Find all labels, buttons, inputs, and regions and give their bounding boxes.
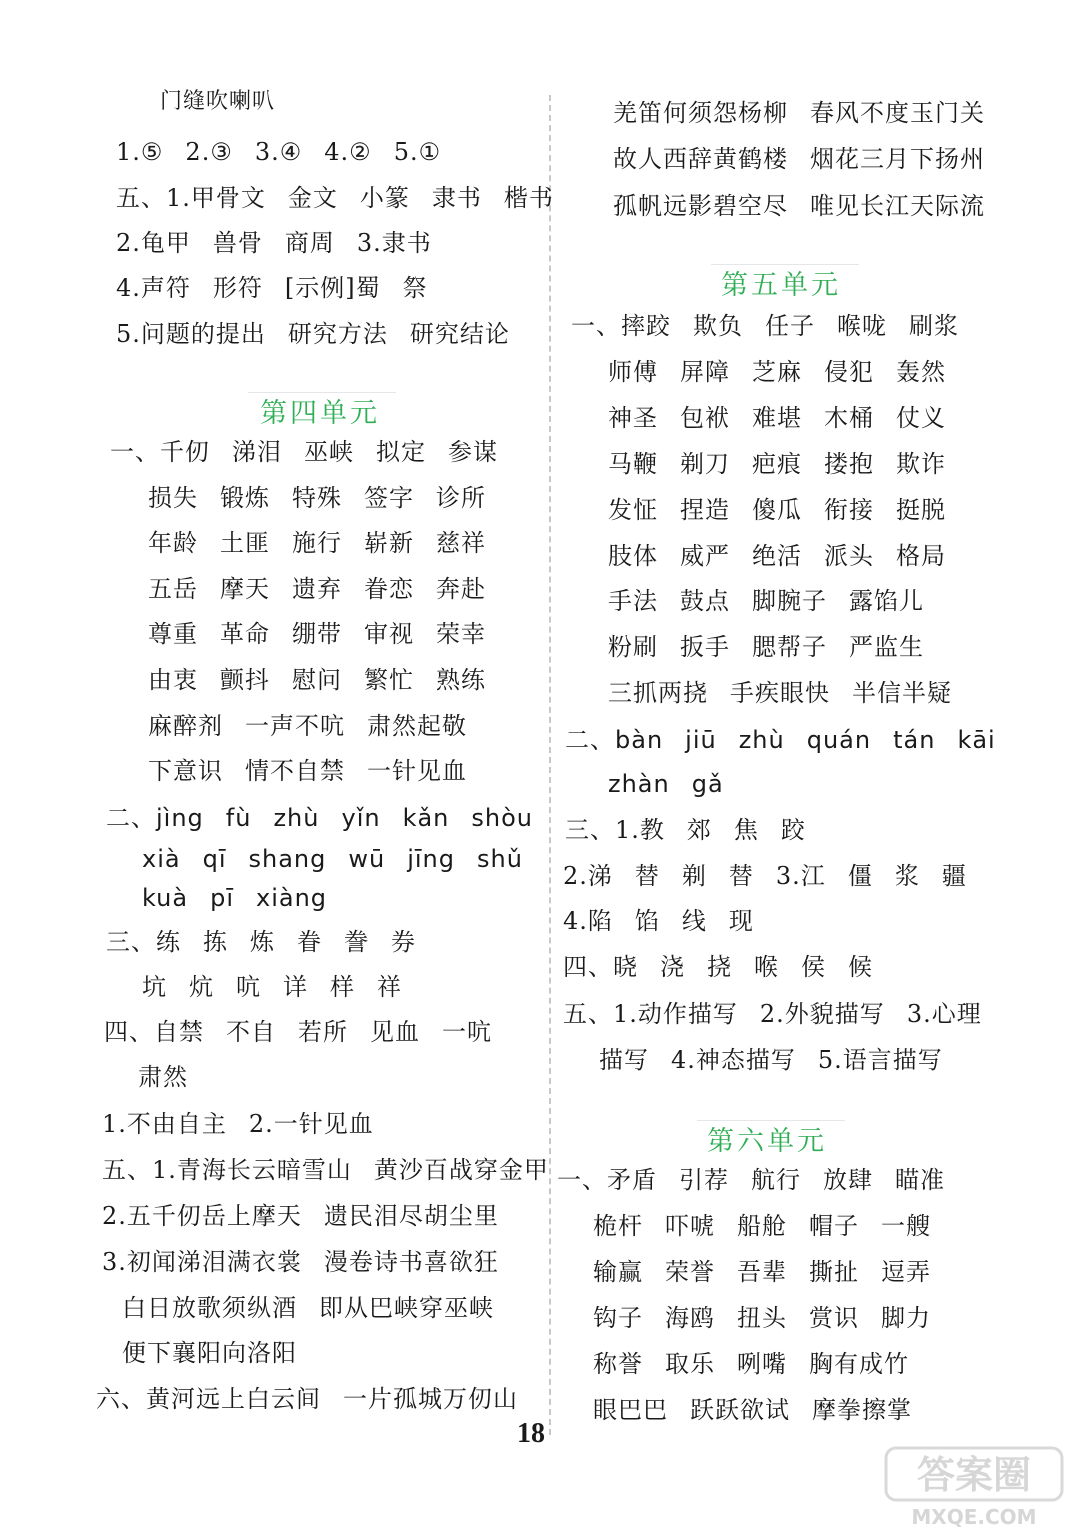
- answer-item: 春风不度玉门关: [810, 99, 985, 127]
- answer-item: shang: [248, 845, 327, 873]
- answer-item: 烟花三月下扬州: [810, 145, 985, 173]
- answer-item: 浆: [894, 862, 920, 890]
- answer-item: 马鞭: [608, 450, 658, 478]
- answer-item: kuà: [142, 884, 189, 912]
- answer-item: 下意识: [148, 757, 223, 785]
- answer-item: 桅杆: [593, 1212, 643, 1240]
- answer-item: 侵犯: [824, 358, 874, 386]
- answer-item: 1.⑤: [116, 138, 164, 166]
- answer-item: 签字: [364, 484, 414, 512]
- answer-item: 2.一针见血: [248, 1110, 374, 1138]
- answer-item: 三抓两挠: [608, 679, 708, 707]
- answer-line: [608, 540, 946, 572]
- answer-item: 3.江: [775, 862, 826, 890]
- answer-item: 崭新: [364, 529, 414, 557]
- answer-item: 五、1.甲骨文: [116, 184, 266, 212]
- answer-item: 绷带: [292, 620, 342, 648]
- answer-line: [593, 1348, 909, 1380]
- answer-item: xiàng: [255, 884, 328, 912]
- answer-item: shǔ: [476, 845, 523, 873]
- answer-item: 炼: [250, 928, 275, 956]
- answer-item: 3.隶书: [356, 229, 432, 257]
- answer-item: 馅: [634, 907, 660, 935]
- answer-item: 吭: [236, 973, 261, 1001]
- answer-item: 锻炼: [220, 484, 270, 512]
- answer-item: 难堪: [752, 404, 802, 432]
- answer-item: 吓唬: [665, 1212, 715, 1240]
- answer-item: 三、1.教: [565, 816, 665, 844]
- answer-line: [593, 1210, 931, 1242]
- pinyin-line: [565, 724, 996, 756]
- answer-item: 跤: [780, 816, 806, 844]
- answer-item: wū: [348, 845, 386, 873]
- answer-item: 情不自禁: [245, 757, 345, 785]
- answer-item: 喉: [754, 953, 779, 981]
- answer-line: [148, 618, 486, 650]
- answer-item: 露馅儿: [849, 587, 924, 615]
- answer-item: 一、矛盾: [557, 1166, 657, 1194]
- answer-item: 候: [848, 953, 873, 981]
- answer-item: 船舱: [737, 1212, 787, 1240]
- answer-item: 坑: [142, 973, 167, 1001]
- answer-item: 研究方法: [287, 320, 388, 348]
- answer-line: [608, 631, 924, 663]
- answer-item: 尊重: [148, 620, 198, 648]
- answer-item: 祭: [402, 274, 428, 302]
- answer-line: [563, 951, 873, 983]
- answer-item: 肢体: [608, 542, 658, 570]
- answer-item: 参谋: [448, 438, 498, 466]
- answer-line: [557, 1164, 945, 1196]
- answer-item: quán: [806, 726, 872, 754]
- answer-line: [116, 227, 432, 259]
- answer-item: 小篆: [359, 184, 410, 212]
- answer-item: 即从巴峡穿巫峡: [319, 1294, 494, 1322]
- answer-item: 跃跃欲试: [690, 1396, 790, 1424]
- pinyin-line: [142, 843, 523, 875]
- answer-item: 腮帮子: [752, 633, 827, 661]
- answer-line: [593, 1394, 912, 1426]
- answer-item: 线: [681, 907, 707, 935]
- answer-item: 荣誉: [665, 1258, 715, 1286]
- answer-item: 研究结论: [409, 320, 510, 348]
- answer-line: [116, 136, 441, 168]
- answer-item: 手疾眼快: [730, 679, 830, 707]
- svg-text:答案圈: 答案圈: [916, 1453, 1032, 1497]
- answer-item: 威严: [680, 542, 730, 570]
- answer-item: 一吭: [442, 1018, 492, 1046]
- answer-item: 粉刷: [608, 633, 658, 661]
- answer-item: 楷书: [503, 184, 554, 212]
- answer-item: 五岳: [148, 575, 198, 603]
- answer-item: 包袱: [680, 404, 730, 432]
- answer-item: 兽骨: [212, 229, 263, 257]
- page-number: 18: [517, 1418, 545, 1449]
- answer-item: 撕扯: [809, 1258, 859, 1286]
- answer-line: [608, 585, 924, 617]
- answer-item: 4.神态描写: [671, 1046, 796, 1074]
- answer-item: 拣: [203, 928, 228, 956]
- answer-item: 刷浆: [909, 312, 959, 340]
- answer-item: 侯: [801, 953, 826, 981]
- answer-item: 放肆: [823, 1166, 873, 1194]
- answer-item: pī: [210, 884, 234, 912]
- answer-line: [563, 905, 754, 937]
- answer-line: [102, 1200, 499, 1232]
- answer-line: [613, 143, 985, 175]
- answer-item: 海鸥: [665, 1304, 715, 1332]
- answer-item: 隶书: [431, 184, 482, 212]
- answer-item: 眷: [297, 928, 322, 956]
- answer-item: 轰然: [896, 358, 946, 386]
- answer-item: 引荐: [679, 1166, 729, 1194]
- answer-item: 商周: [284, 229, 335, 257]
- answer-line: [608, 494, 946, 526]
- answer-line: [116, 182, 554, 214]
- answer-item: 肃然起敬: [367, 712, 467, 740]
- answer-item: 金文: [287, 184, 338, 212]
- answer-item: 遗民泪尽胡尘里: [323, 1202, 499, 1230]
- answer-line: [563, 860, 967, 892]
- answer-item: 扳手: [680, 633, 730, 661]
- answer-item: 黄沙百战穿金甲: [373, 1156, 549, 1184]
- answer-item: 一针见血: [367, 757, 467, 785]
- answer-item: 衔接: [824, 496, 874, 524]
- answer-item: 一艘: [881, 1212, 931, 1240]
- answer-item: 肃然: [138, 1063, 188, 1091]
- answer-line: [148, 664, 486, 696]
- answer-item: 钩子: [593, 1304, 643, 1332]
- answer-item: tán: [893, 726, 936, 754]
- answer-item: 唯见长江天际流: [810, 192, 985, 220]
- answer-item: 门缝吹喇叭: [160, 89, 276, 114]
- answer-line: [608, 356, 946, 388]
- answer-item: 六、黄河远上白云间: [96, 1385, 321, 1413]
- answer-item: 绝活: [752, 542, 802, 570]
- answer-item: 熟练: [436, 666, 486, 694]
- answer-line: [102, 1108, 374, 1140]
- answer-item: 取乐: [665, 1350, 715, 1378]
- pinyin-line: [142, 882, 327, 914]
- answer-item: 特殊: [292, 484, 342, 512]
- answer-item: 摩拳擦掌: [812, 1396, 912, 1424]
- answer-item: 祥: [377, 973, 402, 1001]
- answer-item: 帽子: [809, 1212, 859, 1240]
- answer-item: 土匪: [220, 529, 270, 557]
- answer-item: 胸有成竹: [809, 1350, 909, 1378]
- unit-title: 第四单元: [260, 398, 380, 429]
- answer-line: [148, 710, 467, 742]
- answer-line: [613, 97, 985, 129]
- answer-item: 5.①: [393, 138, 442, 166]
- answer-item: 吾辈: [737, 1258, 787, 1286]
- answer-item: 四、晓: [563, 953, 638, 981]
- answer-item: 一、摔跤: [571, 312, 671, 340]
- answer-line: [148, 482, 486, 514]
- answer-line: [104, 1016, 492, 1048]
- answer-line: [160, 86, 275, 118]
- answer-item: 脚力: [881, 1304, 931, 1332]
- answer-item: 炕: [189, 973, 214, 1001]
- answer-item: zhù: [273, 804, 320, 832]
- watermark-icon: [880, 1440, 1070, 1532]
- answer-item: 漫卷诗书喜欲狂: [323, 1248, 499, 1276]
- answer-item: 颤抖: [220, 666, 270, 694]
- answer-item: 由衷: [148, 666, 198, 694]
- answer-item: 羌笛何须怨杨柳: [613, 99, 788, 127]
- answer-item: 五、1.动作描写: [563, 1000, 738, 1028]
- answer-line: [106, 926, 416, 958]
- answer-item: 不自: [226, 1018, 276, 1046]
- unit-title: 第六单元: [707, 1126, 827, 1157]
- answer-item: 仗义: [896, 404, 946, 432]
- column-divider: [549, 95, 551, 1435]
- answer-item: qī: [202, 845, 227, 873]
- answer-item: 一、千仞: [110, 438, 210, 466]
- unit-title: 第五单元: [721, 270, 841, 301]
- answer-item: 木桶: [824, 404, 874, 432]
- pinyin-line: [608, 768, 724, 800]
- answer-item: 慈祥: [436, 529, 486, 557]
- answer-item: xià: [142, 845, 181, 873]
- answer-item: 逗弄: [881, 1258, 931, 1286]
- answer-line: [148, 573, 486, 605]
- answer-line: [593, 1256, 931, 1288]
- answer-item: 麻醉剂: [148, 712, 223, 740]
- answer-line: [613, 190, 985, 222]
- answer-item: 2.③: [185, 138, 233, 166]
- answer-line: [116, 318, 510, 350]
- answer-item: kǎn: [402, 804, 450, 832]
- answer-line: [138, 1061, 188, 1093]
- answer-item: 誊: [344, 928, 369, 956]
- answer-item: 发怔: [608, 496, 658, 524]
- answer-item: 疆: [941, 862, 967, 890]
- answer-item: 一片孤城万仞山: [343, 1385, 518, 1413]
- watermark-logo: [880, 1440, 1070, 1532]
- answer-item: 四、自禁: [104, 1018, 204, 1046]
- answer-item: 严监生: [849, 633, 924, 661]
- answer-item: 郊: [686, 816, 712, 844]
- answer-line: [599, 1044, 943, 1076]
- answer-line: [102, 1154, 549, 1186]
- answer-item: 2.涕: [563, 862, 613, 890]
- answer-item: 3.心理: [906, 1000, 982, 1028]
- answer-item: 欺诈: [896, 450, 946, 478]
- answer-item: 焦: [733, 816, 759, 844]
- answer-item: 五、1.青海长云暗雪山: [102, 1156, 352, 1184]
- answer-item: 描写: [599, 1046, 649, 1074]
- answer-item: 革命: [220, 620, 270, 648]
- answer-item: 2.龟甲: [116, 229, 191, 257]
- answer-item: gǎ: [691, 770, 724, 798]
- answer-item: 荣幸: [436, 620, 486, 648]
- answer-item: yǐn: [341, 804, 381, 832]
- answer-item: 繁忙: [364, 666, 414, 694]
- answer-item: 若所: [298, 1018, 348, 1046]
- answer-item: 三、练: [106, 928, 181, 956]
- answer-item: 赏识: [809, 1304, 859, 1332]
- answer-item: 见血: [370, 1018, 420, 1046]
- answer-line: [563, 998, 982, 1030]
- answer-item: 遗弃: [292, 575, 342, 603]
- answer-item: 剃刀: [680, 450, 730, 478]
- answer-item: 僵: [847, 862, 873, 890]
- answer-item: 1.不由自主: [102, 1110, 227, 1138]
- answer-item: kāi: [957, 726, 996, 754]
- answer-line: [608, 402, 946, 434]
- answer-item: 券: [391, 928, 416, 956]
- answer-line: [122, 1292, 494, 1324]
- answer-item: [示例]蜀: [284, 274, 381, 302]
- answer-item: 航行: [751, 1166, 801, 1194]
- answer-item: 格局: [896, 542, 946, 570]
- answer-item: 挺脱: [896, 496, 946, 524]
- answer-item: 任子: [765, 312, 815, 340]
- answer-item: jiū: [685, 726, 717, 754]
- answer-item: 眷恋: [364, 575, 414, 603]
- answer-item: 5.语言描写: [817, 1046, 943, 1074]
- answer-item: 芝麻: [752, 358, 802, 386]
- answer-line: [608, 448, 946, 480]
- answer-line: [565, 814, 806, 846]
- answer-line: [142, 971, 402, 1003]
- answer-item: 脚腕子: [752, 587, 827, 615]
- answer-item: 巫峡: [304, 438, 354, 466]
- answer-item: 拟定: [376, 438, 426, 466]
- answer-item: 4.陷: [563, 907, 613, 935]
- answer-item: 瞄准: [895, 1166, 945, 1194]
- answer-item: 5.问题的提出: [116, 320, 266, 348]
- answer-item: zhù: [738, 726, 785, 754]
- answer-item: 便下襄阳向洛阳: [122, 1339, 297, 1367]
- answer-item: 形符: [212, 274, 263, 302]
- answer-item: 浇: [660, 953, 685, 981]
- answer-item: 施行: [292, 529, 342, 557]
- answer-item: 2.五千仞岳上摩天: [102, 1202, 302, 1230]
- answer-item: 疤痕: [752, 450, 802, 478]
- answer-item: 二、jìng: [106, 804, 204, 832]
- answer-item: 称誉: [593, 1350, 643, 1378]
- answer-item: 替: [728, 862, 754, 890]
- answer-item: zhàn: [608, 770, 670, 798]
- answer-line: [148, 755, 467, 787]
- answer-line: [571, 310, 959, 342]
- answer-item: 屏障: [680, 358, 730, 386]
- answer-item: 咧嘴: [737, 1350, 787, 1378]
- answer-line: [122, 1337, 297, 1369]
- answer-item: 挠: [707, 953, 732, 981]
- answer-item: 派头: [824, 542, 874, 570]
- answer-item: 摩天: [220, 575, 270, 603]
- answer-item: 输赢: [593, 1258, 643, 1286]
- answer-item: 损失: [148, 484, 198, 512]
- answer-item: 故人西辞黄鹤楼: [613, 145, 788, 173]
- answer-item: 奔赴: [436, 575, 486, 603]
- answer-item: 眼巴巴: [593, 1396, 668, 1424]
- answer-item: 2.外貌描写: [759, 1000, 885, 1028]
- pinyin-line: [106, 802, 533, 834]
- answer-item: 3.④: [254, 138, 303, 166]
- answer-item: 4.声符: [116, 274, 191, 302]
- answer-item: fù: [225, 804, 252, 832]
- answer-line: [110, 436, 498, 468]
- answer-item: 一声不吭: [245, 712, 345, 740]
- answer-item: 捏造: [680, 496, 730, 524]
- answer-item: 年龄: [148, 529, 198, 557]
- answer-item: 详: [283, 973, 308, 1001]
- answer-item: 涕泪: [232, 438, 282, 466]
- answer-item: 4.②: [324, 138, 372, 166]
- answer-item: jīng: [407, 845, 455, 873]
- answer-item: 样: [330, 973, 355, 1001]
- answer-item: 孤帆远影碧空尽: [613, 192, 788, 220]
- answer-item: 慰问: [292, 666, 342, 694]
- answer-line: [608, 677, 952, 709]
- answer-line: [116, 272, 428, 304]
- answer-item: 半信半疑: [852, 679, 952, 707]
- answer-item: 喉咙: [837, 312, 887, 340]
- answer-item: 现: [728, 907, 754, 935]
- answer-item: 手法: [608, 587, 658, 615]
- answer-line: [148, 527, 486, 559]
- answer-item: 扭头: [737, 1304, 787, 1332]
- answer-item: 欺负: [693, 312, 743, 340]
- answer-item: 鼓点: [680, 587, 730, 615]
- answer-item: 审视: [364, 620, 414, 648]
- answer-item: 白日放歌须纵酒: [122, 1294, 297, 1322]
- answer-line: [96, 1383, 518, 1415]
- answer-item: 剃: [681, 862, 707, 890]
- answer-item: shòu: [471, 804, 534, 832]
- answer-item: 师傅: [608, 358, 658, 386]
- answer-item: 诊所: [436, 484, 486, 512]
- answer-item: 搂抱: [824, 450, 874, 478]
- answer-line: [593, 1302, 931, 1334]
- answer-item: 神圣: [608, 404, 658, 432]
- svg-text:MXQE.COM: MXQE.COM: [911, 1505, 1037, 1529]
- answer-item: 替: [634, 862, 660, 890]
- answer-line: [102, 1246, 499, 1278]
- answer-item: 傻瓜: [752, 496, 802, 524]
- answer-item: 二、bàn: [565, 726, 664, 754]
- answer-item: 3.初闻涕泪满衣裳: [102, 1248, 302, 1276]
